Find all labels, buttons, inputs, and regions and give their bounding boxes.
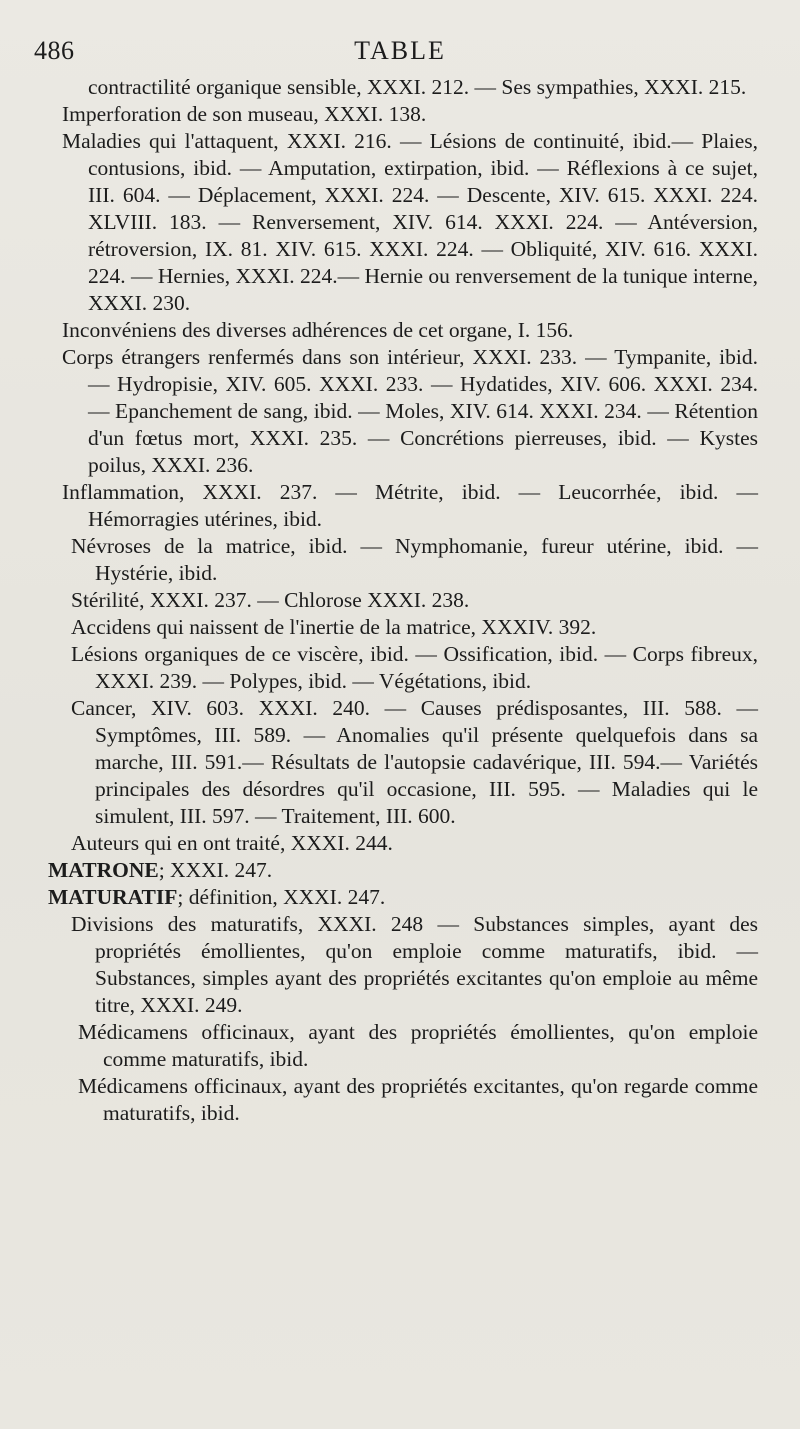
index-entry-headword: MATURATIF; définition, XXXI. 247. xyxy=(48,885,386,909)
index-entry: Médicamens officinaux, ayant des propriétés émollientes, qu'on emploie comme maturatifs, ibid. xyxy=(78,1020,758,1071)
headword: MATRONE xyxy=(48,858,159,882)
index-entry: Divisions des maturatifs, XXXI. 248 — Substances simples, ayant des propriétés émollientes, qu'on emploie comme maturatifs, ibid. — Substances, simples ayant des propriétés excitantes qu'on emploie au même titre, XXXI. 249. xyxy=(71,912,758,1017)
index-entry: contractilité organique sensible, XXXI. 212. — Ses sympathies, XXXI. 215. xyxy=(88,75,747,99)
index-entry: Névroses de la matrice, ibid. — Nymphomanie, fureur utérine, ibid. — Hystérie, ibid. xyxy=(71,534,758,585)
index-entry: Inconvéniens des diverses adhérences de cet organe, I. 156. xyxy=(62,318,574,342)
index-entry: Maladies qui l'attaquent, XXXI. 216. — Lésions de continuité, ibid.— Plaies, contusions, ibid. — Amputation, extirpation, ibid. — Réflexions à ce sujet, III. 604. — Déplacement, XXXI. 224. — Descente, XIV. 615. XXXI. 224. XLVIII. 183. — Renversement, XIV. 614. XXXI. 224. — Antéversion, rétroversion, IX. 81. XIV. 615. XXXI. 224. — Obliquité, XIV. 616. XXXI. 224. — Hernies, XXXI. 224.— Hernie ou renversement de la tunique interne, XXXI. 230. xyxy=(62,129,758,315)
headword: MATURATIF xyxy=(48,885,178,909)
index-entry: Cancer, XIV. 603. XXXI. 240. — Causes prédisposantes, III. 588. — Symptômes, III. 589. — Anomalies qu'il présente quelquefois dans sa marche, III. 591.— Résultats de l'autopsie cadavérique, III. 594.— Variétés principales des désordres qu'il occasione, III. 595. — Maladies qui le simulent, III. 597. — Traitement, III. 600. xyxy=(71,696,758,828)
page-header xyxy=(0,36,800,70)
index-entry: Imperforation de son museau, XXXI. 138. xyxy=(62,102,427,126)
index-entry: Médicamens officinaux, ayant des propriétés excitantes, qu'on regarde comme maturatifs, ibid. xyxy=(78,1074,758,1125)
running-head: TABLE xyxy=(354,36,446,65)
index-entry: Accidens qui naissent de l'inertie de la matrice, XXXIV. 392. xyxy=(71,615,597,639)
index-entry: Auteurs qui en ont traité, XXXI. 244. xyxy=(71,831,393,855)
index-entry: Corps étrangers renfermés dans son intérieur, XXXI. 233. — Tympanite, ibid. — Hydropisie, XIV. 605. XXXI. 233. — Hydatides, XIV. 606. XXXI. 234. — Epanchement de sang, ibid. — Moles, XIV. 614. XXXI. 234. — Rétention d'un fœtus mort, XXXI. 235. — Concrétions pierreuses, ibid. — Kystes poilus, XXXI. 236. xyxy=(62,345,758,477)
index-entry: Stérilité, XXXI. 237. — Chlorose XXXI. 238. xyxy=(71,588,470,612)
index-entry-headword: MATRONE; XXXI. 247. xyxy=(48,858,273,882)
index-entry: Lésions organiques de ce viscère, ibid. — Ossification, ibid. — Corps fibreux, XXXI. 239. — Polypes, ibid. — Végétations, ibid. xyxy=(71,642,758,693)
page-number: 486 xyxy=(34,36,75,65)
index-entries xyxy=(0,74,800,1127)
index-entry: Inflammation, XXXI. 237. — Métrite, ibid. — Leucorrhée, ibid. — Hémorragies utérines, ibid. xyxy=(62,480,758,531)
